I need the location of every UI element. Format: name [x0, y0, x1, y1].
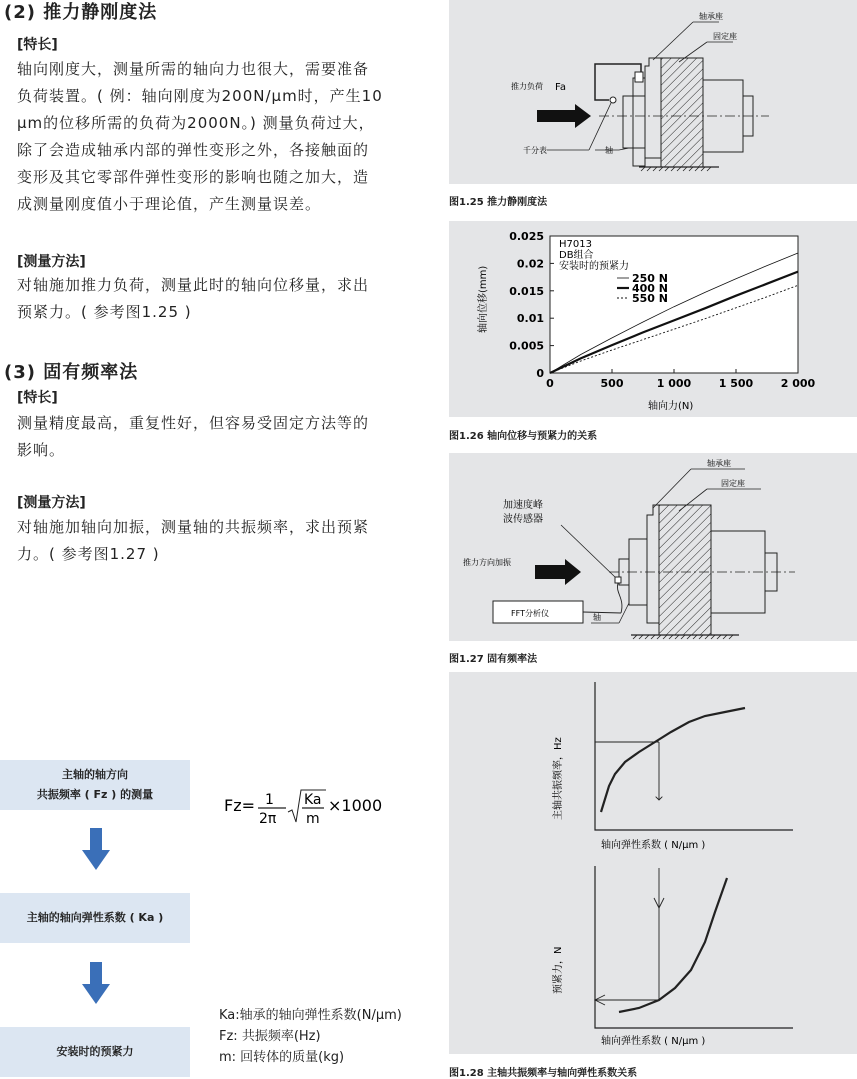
label-excitation: 推力方向加振: [463, 558, 511, 567]
text-line: μm的位移所需的负荷为2000N。) 测量负荷过大，: [17, 114, 375, 132]
y-tick-label: 0.02: [516, 257, 544, 271]
label-sensor: 波传感器: [503, 514, 543, 525]
text-line: 测量精度最高，重复性好，但容易受固定方法等的: [17, 414, 370, 432]
section-2-method-tag: [测量方法]: [17, 254, 86, 270]
formula-den1: 2π: [259, 811, 277, 827]
legend-line: Fz: 共振频率(Hz): [219, 1029, 321, 1044]
label-fft-analyzer: FFT分析仪: [511, 609, 549, 618]
label-bearing-seat: 轴承座: [707, 459, 731, 468]
legend-title-line: DB组合: [559, 250, 594, 261]
section-3-method-text: [17, 514, 417, 568]
figure-1-26-caption: 图1.26 轴向位移与预紧力的关系: [449, 431, 598, 442]
bottom-x-label: 轴向弹性系数 ( N/μm ): [601, 1036, 706, 1047]
figure-1-27: [449, 453, 857, 641]
formula-tail: ×1000: [328, 796, 383, 815]
text-line: 预紧力。( 参考图1.25 ): [17, 303, 192, 321]
flow-box-stiffness: 主轴的轴向弹性系数 ( Ka ): [0, 893, 190, 943]
label-dial-gauge: 千分表: [523, 146, 547, 155]
x-tick-label: 0: [546, 377, 554, 390]
section-2-feature-tag: [特长]: [17, 37, 58, 53]
top-x-label: 轴向弹性系数 ( N/μm ): [601, 840, 706, 851]
flow-box-resonance: [0, 760, 190, 810]
section-2-feature-text: [17, 56, 417, 218]
flow-arrow-down-icon: [80, 962, 112, 1008]
x-tick-label: 500: [600, 377, 624, 390]
label-thrust-load: 推力负荷: [511, 82, 543, 91]
section-3-title: (3) 固有频率法: [4, 362, 139, 383]
resonance-formula: [222, 782, 392, 830]
text-line: 负荷装置。( 例：轴向刚度为200N/μm时，产生10: [17, 87, 383, 105]
legend-line: m: 回转体的质量(kg): [219, 1050, 345, 1065]
text-line: 除了会造成轴承内部的弹性变形之外，各接触面的: [17, 141, 370, 159]
figure-1-26: [449, 221, 857, 417]
chart-x-label: 轴向力(N): [648, 401, 694, 412]
section-3-feature-tag: [特长]: [17, 390, 58, 406]
x-tick-label: 1 000: [656, 377, 692, 390]
x-tick-label: 2 000: [780, 377, 816, 390]
formula-legend: [219, 1005, 402, 1068]
section-3-method-tag: [测量方法]: [17, 495, 86, 511]
flow-arrow-down-icon: [80, 828, 112, 874]
y-tick-label: 0.015: [509, 284, 544, 298]
y-tick-label: 0.025: [509, 230, 544, 243]
y-tick-label: 0.005: [509, 339, 544, 353]
figure-1-25: [449, 0, 857, 184]
chart-y-label: 轴向位移(mm): [478, 265, 489, 333]
formula-lhs: Fz=: [224, 796, 256, 815]
label-fixed-seat: 固定座: [713, 32, 737, 41]
label-sensor: 加速度峰: [503, 500, 543, 511]
section-3-feature-text: [17, 410, 417, 464]
text-line: 轴向刚度大，测量所需的轴向力也很大，需要准备: [17, 60, 370, 78]
legend-title-line: H7013: [559, 239, 592, 250]
formula-den2: m: [306, 811, 320, 827]
y-axis-ticks: [509, 230, 554, 380]
text-line: 对轴施加轴向加振，测量轴的共振频率，求出预紧: [17, 518, 370, 536]
text-line: 变形及其它零部件弹性变形的影响也随之加大，造: [17, 168, 370, 186]
label-fixed-seat: 固定座: [721, 479, 745, 488]
legend-entry: 400 N: [632, 282, 668, 295]
label-bearing-seat: 轴承座: [699, 12, 723, 21]
figure-1-28-caption: 图1.28 主轴共振频率与轴向弹性系数关系: [449, 1068, 638, 1079]
natural-frequency-diagram: [449, 453, 857, 641]
y-tick-label: 0: [536, 367, 544, 380]
frequency-stiffness-diagram: [449, 672, 857, 1054]
flow-box-preload: 安装时的预紧力: [0, 1027, 190, 1077]
label-fa: Fa: [555, 82, 566, 93]
flow-box-line: 共振频率 ( Fz ) 的测量: [36, 788, 154, 801]
section-2-method-text: [17, 272, 417, 326]
legend-title-line: 安装时的预紧力: [559, 261, 629, 272]
legend-entry: 550 N: [632, 292, 668, 305]
figure-1-25-caption: 图1.25 推力静刚度法: [449, 197, 548, 208]
flow-box-line: 主轴的轴方向: [62, 768, 128, 781]
top-y-label: 主轴共振频率，Hz: [553, 737, 564, 820]
thrust-static-diagram: [449, 0, 857, 184]
section-2-title: (2) 推力静刚度法: [4, 2, 158, 23]
legend-entry: 250 N: [632, 272, 668, 285]
text-line: 对轴施加推力负荷，测量此时的轴向位移量，求出: [17, 276, 370, 294]
figure-1-28: [449, 672, 857, 1054]
legend-line: Ka:轴承的轴向弹性系数(N/μm): [219, 1008, 402, 1023]
text-line: 成测量刚度值小于理论值，产生测量误差。: [17, 195, 322, 213]
label-shaft: 轴: [593, 613, 601, 622]
y-tick-label: 0.01: [516, 312, 544, 326]
x-tick-label: 1 500: [718, 377, 754, 390]
displacement-chart: [449, 221, 857, 417]
formula-num1: 1: [265, 792, 274, 808]
formula-num2: Ka: [304, 792, 322, 808]
text-line: 影响。: [17, 441, 66, 459]
text-line: 力。( 参考图1.27 ): [17, 545, 160, 563]
label-shaft: 轴: [605, 146, 613, 155]
bottom-y-label: 预紧力，N: [553, 946, 564, 994]
figure-1-27-caption: 图1.27 固有频率法: [449, 654, 538, 665]
